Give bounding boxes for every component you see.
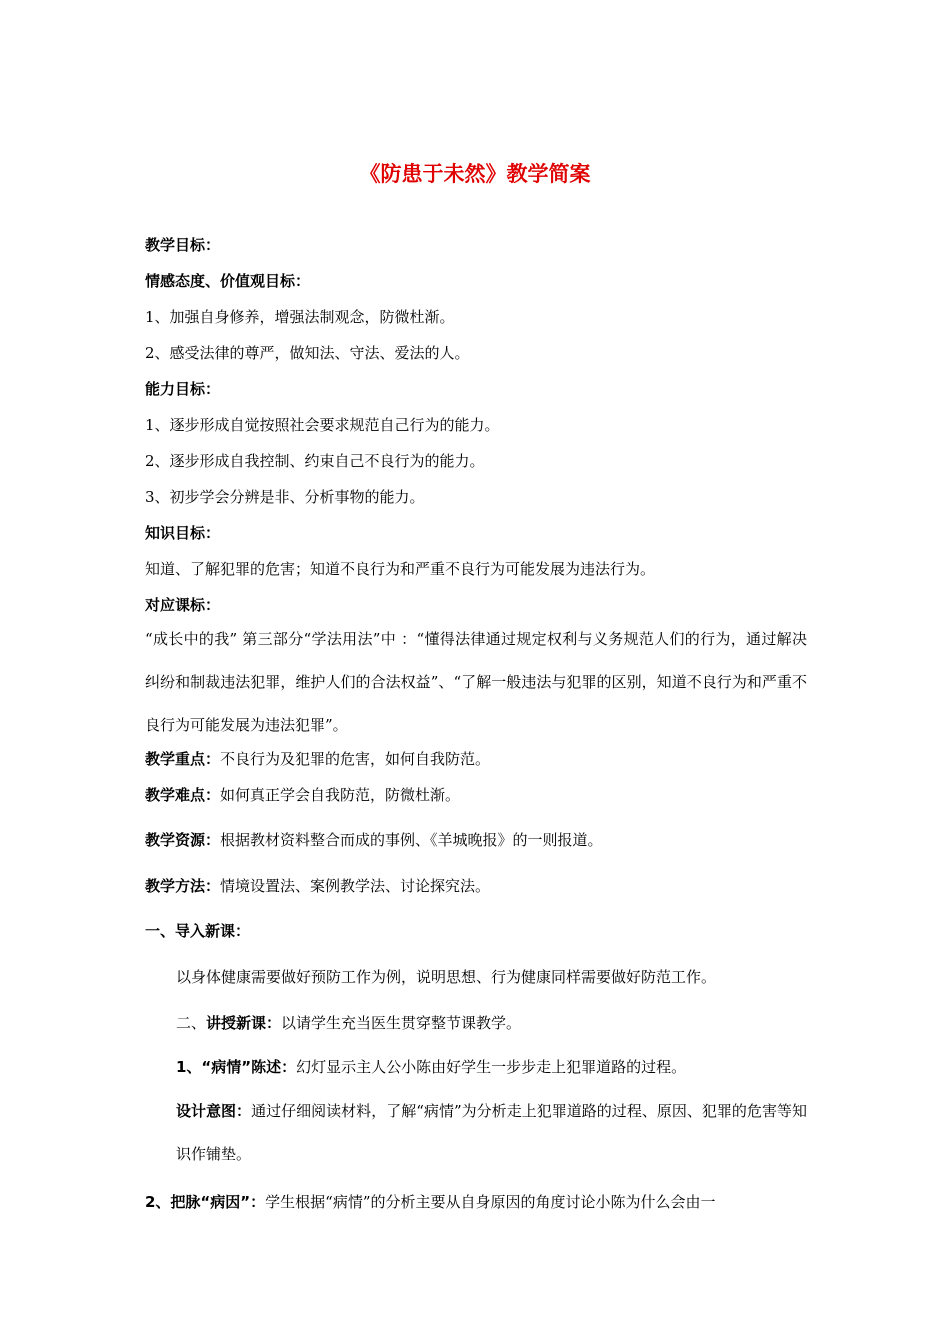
methods-label: 教学方法： [145, 877, 221, 895]
methods [145, 875, 490, 897]
step1 [176, 1056, 686, 1078]
section2 [176, 1012, 521, 1034]
knowledge-heading: 知识目标： [145, 524, 221, 542]
step1-label: 1、“病情”陈述： [176, 1058, 297, 1076]
resources-label: 教学资源： [145, 831, 221, 849]
section2-text: 以请学生充当医生贯穿整节课教学。 [281, 1014, 522, 1032]
design-intent [176, 1090, 807, 1176]
ability-item-1: 1、逐步形成自觉按照社会要求规范自己行为的能力。 [145, 416, 500, 434]
key-point-text: 不良行为及犯罪的危害，如何自我防范。 [220, 750, 491, 768]
difficulty-text: 如何真正学会自我防范，防微杜渐。 [220, 786, 461, 804]
ability-heading: 能力目标： [145, 380, 221, 398]
section1-text: 以身体健康需要做好预防工作为例，说明思想、行为健康同样需要做好防范工作。 [176, 968, 717, 986]
key-point-label: 教学重点： [145, 750, 221, 768]
resources-text: 根据教材资料整合而成的事例、《羊城晚报》的一则报道。 [220, 831, 603, 849]
design-label: 设计意图： [176, 1102, 252, 1120]
emotion-item-1: 1、加强自身修养，增强法制观念，防微杜渐。 [145, 308, 455, 326]
step2 [145, 1191, 716, 1213]
design-text: 通过仔细阅读材料，了解“病情”为分析走上犯罪道路的过程、原因、犯罪的危害等知识作铺垫。 [176, 1102, 807, 1163]
emotion-item-2: 2、感受法律的尊严，做知法、守法、爱法的人。 [145, 344, 470, 362]
section2-label: 讲授新课： [206, 1014, 282, 1032]
section2-prefix: 二、 [176, 1014, 207, 1032]
knowledge-text: 知道、了解犯罪的危害；知道不良行为和严重不良行为可能发展为违法行为。 [145, 560, 656, 578]
difficulty-label: 教学难点： [145, 786, 221, 804]
emotion-heading: 情感态度、价值观目标： [145, 272, 311, 290]
ability-item-2: 2、逐步形成自我控制、约束自己不良行为的能力。 [145, 452, 485, 470]
key-point [145, 748, 490, 770]
document-title: 《防患于未然》教学简案 [359, 162, 591, 186]
step2-label: 2、把脉“病因”： [145, 1193, 266, 1211]
objectives-heading: 教学目标： [145, 236, 221, 254]
section1-heading: 一、导入新课： [145, 922, 251, 940]
difficulty [145, 784, 460, 806]
step1-text: 幻灯显示主人公小陈由好学生一步步走上犯罪道路的过程。 [296, 1058, 687, 1076]
standard-text: “成长中的我” 第三部分“学法用法”中 ：“懂得法律通过规定权利与义务规范人们的行为，通过解决纠纷和制裁违法犯罪，维护人们的合法权益”、“了解一般违法与犯罪的区别，知道不良行为和严重不良行为可能发展为违法犯罪”。 [145, 630, 807, 734]
resources [145, 829, 603, 851]
step2-text: 学生根据“病情”的分析主要从自身原因的角度讨论小陈为什么会由一 [265, 1193, 716, 1211]
standard-heading: 对应课标： [145, 596, 221, 614]
methods-text: 情境设置法、案例教学法、讨论探究法。 [220, 877, 491, 895]
ability-item-3: 3、初步学会分辨是非、分析事物的能力。 [145, 488, 425, 506]
